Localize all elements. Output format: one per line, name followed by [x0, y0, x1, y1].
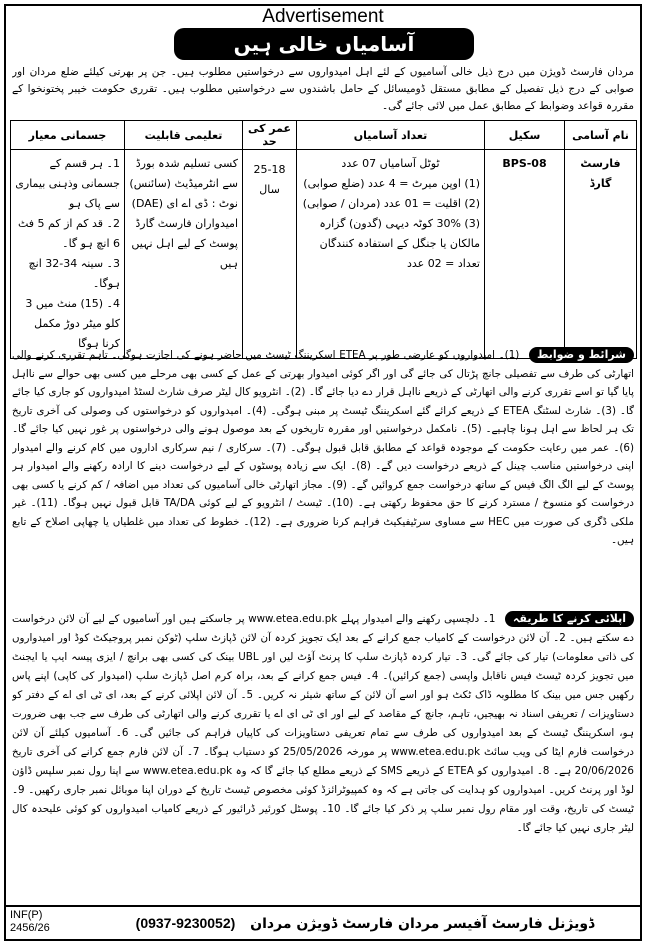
page-title: Advertisement [262, 6, 384, 27]
term-item: (7)۔ سرکاری / نیم سرکاری اداروں میں کام کرنے والے امیدوار اپنی درخواستیں مناسب چینل کے ذریعے درخواست دیں گے۔ [12, 441, 634, 472]
apply-item: 4۔ فیس جمع کرانے کے بعد، براہ کرم اصل ڈپازٹ سلپ (امیدوار کی کاپی) اپنے پاس رکھیں جس میں بینک کا مطلوبہ ڈاک ٹکٹ ہو اور اسے آن لائن کے ساتھ شیئر نہ کریں۔ [12, 670, 634, 701]
header-physical: جسمانی معیار [11, 121, 125, 150]
physical-line: 3۔ سینہ 34-32 انچ ہوگا۔ [28, 257, 120, 290]
apply-item: 10۔ پوسٹل کورئیر ڈرائیور کے ذریعے کامیاب امیدواروں کو کوئی علیحدہ کال لیٹر جاری نہیں کیا جائے گا۔ [12, 803, 634, 834]
apply-item: 1۔ دلچسپی رکھنے والے امیدوار پہلے www.etea.edu.pk پر جاسکتے ہیں اور آسامیوں کے لیے آن لائن درخواست دے سکتے ہیں۔ [12, 613, 634, 644]
apply-item: 8۔ امیدواروں کو ETEA کے ذریعے SMS کے ذریعے مطلع کیا جائے گا کہ وہ www.etea.edu.pk سے اپنا رول نمبر سلپس ڈاؤن لوڈ اور پرنٹ کریں۔ امیدواروں کو ہدایت کی جاتی ہے کہ وہ کمپیوٹرائزڈ کوئی مخصوص ٹیسٹ تاریخ کے دوران اپنا موبائل نمبر جاری رکھیں۔ [12, 765, 634, 796]
apply-item: 9۔ ٹیسٹ کی تاریخ، وقت اور مقام رول نمبر سلپ پر ذکر کیا جائے گا۔ [12, 784, 634, 815]
cell-education [125, 150, 243, 359]
header-age-limit: عمر کی حد [243, 121, 297, 150]
term-item: (5)۔ نامکمل درخواستیں اور مقررہ تاریخوں کے بعد موصول ہونے والی درخواستوں پر غور نہیں کیا جائے گا۔ [12, 423, 482, 435]
advertisement [4, 4, 642, 941]
term-item: (2)۔ انٹرویو کال لیٹر صرف شارٹ لسٹڈ امیدواروں کو جاری کیا جائے گا۔ [12, 386, 634, 417]
terms-section [12, 346, 634, 606]
cell-post-count [297, 150, 485, 359]
office-phone: (0937-9230052) [135, 915, 236, 931]
physical-line: 4۔ (15) منٹ میں 3 کلو میٹر دوڑ مکمل کرنا ہوگا [25, 297, 120, 350]
term-item: (10)۔ ٹیسٹ / انٹرویو کے لیے کوئی TA/DA قابل قبول نہیں ہوگا۔ [61, 497, 354, 509]
table-header-row [11, 121, 637, 150]
header-education: تعلیمی قابلیت [125, 121, 243, 150]
post-count-line: (1) اوپن میرٹ = 4 عدد (ضلع صوابی) [303, 177, 480, 190]
apply-item: 3۔ تیار کردہ ڈپازٹ سلپ کا پرنٹ آؤٹ لیں اور UBL بینک کی کسی بھی برانچ / ایزی پیسہ ایپ یا ایجنٹ میں تجویز کردہ ٹیسٹ فیس ناقابل واپسی (جمع کرائیں)۔ [12, 651, 634, 682]
how-to-apply-section [12, 610, 634, 906]
header-scale: سکیل [485, 121, 565, 150]
cell-post: فارسٹ گارڈ [565, 150, 637, 359]
education-line: امیدواران فارسٹ گارڈ پوسٹ کے لیے اہل نہیں ہیں [131, 217, 238, 270]
cell-physical [11, 150, 125, 359]
table-row [11, 150, 637, 359]
term-item: (1)۔ امیدواروں کو عارضی طور پر ETEA اسکریننگ ٹیسٹ میں حاضر ہونے کی اجازت ہوگی۔ تاہم تقرری کرنے والی اتھارٹی کی طرف سے تفصیلی جانچ پڑتال کی جائے گی اور اگر کوئی امیدوار بھرتی کے عمل کے کسی بھی مرحلے میں کسی بھی حوالے سے نااہل پایا گیا تو اسے تقرری کرنے والی اتھارٹی کے ذریعے نااہل قرار دے دیا جائے گا۔ [12, 349, 634, 398]
apply-item: 5۔ آن لائن اپلائی کرنے کے بعد، ای ٹی ای اے کے دفتر کو دستاویزات / تعریفی اسناد نہ بھیجیں، تاہم، جانچ کے مقاصد کے لیے اور ای ٹی ای اے یا تقرری کرنے والی اتھارٹی کی طرف سے جب بھی ضرورت ہو، اسکریننگ ٹیسٹ کے بعد امیدواروں کی طرف سے تمام تعریفی دستاویزات کی کاپیاں فراہم کی جائیں گی۔ [12, 689, 634, 739]
cell-scale [485, 150, 565, 359]
cell-age: 25-18 سال [243, 150, 297, 359]
term-item: (3)۔ شارٹ لسٹنگ ETEA کے ذریعے کرائے گئے اسکریننگ ٹیسٹ پر مبنی ہوگی۔ [270, 404, 616, 417]
term-item: (8)۔ ایک سے زیادہ پوسٹوں کے لیے درخواست دینے کا ارادہ رکھنے والے امیدوار ہر پوسٹ کے لیے الگ الگ فیس کے ساتھ درخواست جمع کروائیں گے۔ [12, 460, 634, 491]
term-item: (12)۔ خطوط کی تعداد میں غلطیاں یا چھاپی اصلاح کے تابع ہیں۔ [12, 515, 634, 546]
posts-table [10, 120, 637, 359]
header-post-count: تعداد آسامیاں [297, 121, 485, 150]
post-count-line: (2) اقلیت = 01 عدد (مردان / صوابی) [302, 197, 480, 210]
scale-value: BPS-08 [502, 157, 547, 170]
education-line: کسی تسلیم شدہ بورڈ سے انٹرمیڈیٹ (سائنس) [129, 157, 238, 190]
term-item: (4)۔ امیدواروں کو درخواستوں کی وصولی کی آخری تاریخ تک ہر لحاظ سے اہل ہونا چاہیے۔ [12, 404, 634, 435]
office-name: ڈویژنل فارسٹ آفیسر مردان فارسٹ ڈویژن مردان [250, 916, 595, 932]
vacancies-banner: آسامیاں خالی ہیں [174, 28, 474, 60]
header-post-name: نام آسامی [565, 121, 637, 150]
apply-item: 6۔ آسامیوں کیلئے آن لائن درخواست فارم ایٹا کی ویب سائٹ www.etea.edu.pk پر مورخہ 25/05/2026 کو دستیاب ہوگا۔ [12, 727, 634, 758]
post-count-line: ٹوٹل آسامیاں 07 عدد [341, 157, 440, 170]
education-line: نوٹ : ڈی اے ای (DAE) [131, 197, 238, 210]
footer [6, 905, 640, 939]
physical-line: 2۔ قد کم از کم 5 فٹ 6 انچ ہو گا۔ [17, 217, 120, 250]
terms-heading: شرائط و ضوابط [529, 347, 634, 363]
term-item: (9)۔ مجاز اتھارٹی خالی آسامیوں کی تعداد میں اضافہ / کم کرنے یا کسی بھی درخواست کو منسوخ / مسترد کرنے کا حق محفوظ رکھتی ہے۔ [12, 478, 634, 509]
issuing-office [96, 909, 634, 938]
apply-item: 2۔ آن لائن درخواست کے کامیاب جمع کرانے کے بعد ایک تجویز کردہ آن لائن ڈپازٹ سلپ (ٹوکن نمبر پروجیکٹ کوڈ اور امیدواروں کی ذاتی معلومات) تیار کی جائے گی۔ [12, 632, 634, 663]
inf-reference [10, 909, 50, 935]
term-item: (11)۔ غیر ملکی ڈگری کی صورت میں HEC سے مساوی سرٹیفیکیٹ فراہم کرنا ضروری ہے۔ [12, 497, 634, 528]
post-count-line: (3) 30% کوٹہ دیہی (گدون) گزارہ مالکان یا جنگل کے استفادہ کنندگان تعداد = 02 عدد [319, 217, 480, 270]
physical-line: 1۔ ہر قسم کے جسمانی وذہنی بیماری سے پاک ہو [15, 157, 120, 210]
apply-heading: اپلائی کرنے کا طریقہ [505, 611, 634, 627]
inf-number: 2456/26 [10, 922, 50, 934]
apply-item: 7۔ آن لائن فارم جمع کرانے کی آخری تاریخ 20/06/2026 ہے۔ [12, 746, 634, 777]
term-item: (6)۔ عمر میں رعایت حکومت کے موجودہ قواعد کے مطابق قابل قبول ہوگی۔ [290, 441, 634, 454]
intro-paragraph: مردان فارسٹ ڈویژن میں درج ذیل خالی آسامیوں کے لئے اہل امیدواروں سے درخواستیں مطلوب ہیں۔ جن پر بھرتی کیلئے ضلع مردان اور صوابی کے درج ذیل تفصیل کے مطابق مستقل ڈومیسائل کے حامل باشندوں سے درخواستیں مطلوب ہیں۔ تقرری حکومت خیبر پختونخوا کے مقررہ قواعد وضوابط کے مطابق عمل میں لائی جائے گی۔ [12, 66, 634, 112]
inf-code: INF(P) [10, 909, 43, 921]
